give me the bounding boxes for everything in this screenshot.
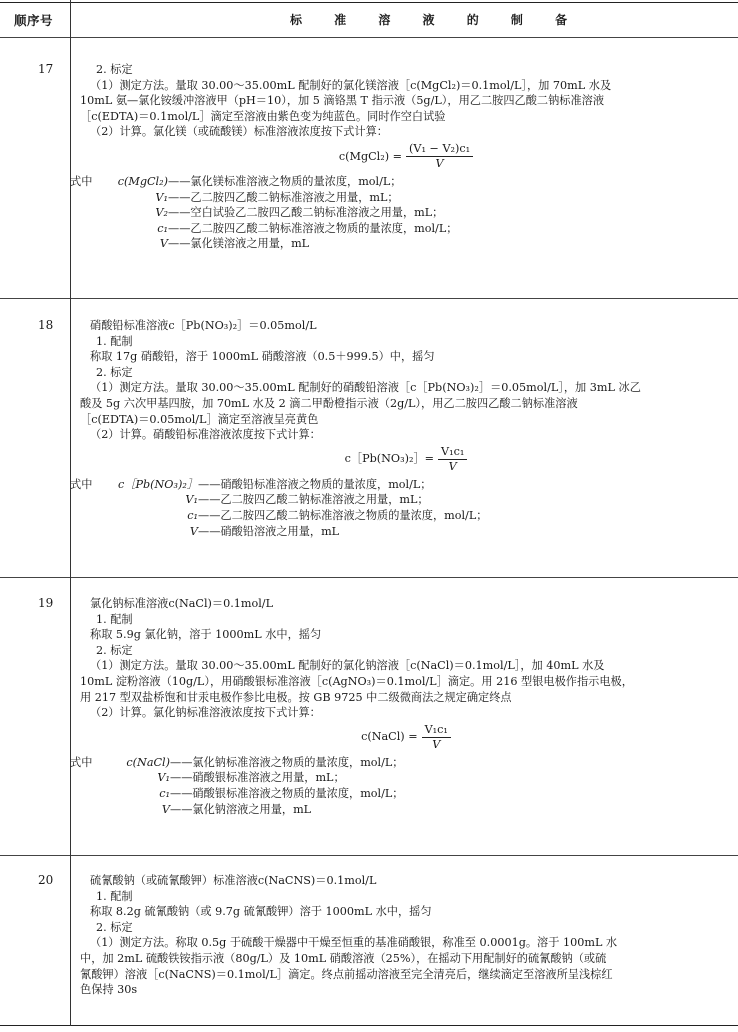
- s20-line: 1. 配制: [96, 889, 133, 903]
- s19-definitions: [70, 755, 732, 817]
- s19-formula-lhs: c(NaCl) =: [361, 730, 418, 744]
- s18-def-text: ——硝酸铅标准溶液之物质的量浓度，mol/L；: [198, 477, 432, 491]
- s18-def-symbol: c₁: [187, 508, 198, 522]
- s17-definitions: [70, 174, 732, 252]
- s18-line: 硝酸铅标准溶液c［Pb(NO₃)₂］＝0.05mol/L: [90, 319, 317, 332]
- s17-formula-lhs: c(MgCl₂) =: [338, 149, 403, 163]
- s17-line: （1）测定方法。量取 30.00～35.00mL 配制好的氯化镁溶液［c(MgCl₂)＝0.1mol/L］，加 70mL 水及: [90, 78, 612, 92]
- s17-formula-denominator: V: [435, 156, 444, 170]
- s18-formula-fraction: [438, 445, 467, 474]
- s18-def-text: ——乙二胺四乙酸二钠标准溶液之物质的量浓度，mol/L；: [198, 508, 488, 522]
- s17-def-text: ——氯化镁溶液之用量，mL: [168, 237, 310, 251]
- row-divider-18-19: [0, 577, 738, 578]
- s18-formula-denominator: V: [448, 459, 457, 473]
- s19-defs-lead: 式中: [70, 755, 93, 769]
- s19-line: （2）计算。氯化钠标准溶液浓度按下式计算：: [90, 706, 321, 720]
- s17-def-symbol: c₁: [157, 221, 168, 235]
- row-number-20: 20: [38, 873, 54, 887]
- s18-def-symbol: V: [189, 524, 198, 538]
- s18-definitions: [70, 477, 732, 539]
- s20-line: 色保持 30s: [80, 983, 138, 997]
- bottom-rule: [0, 1025, 738, 1026]
- s18-line: 1. 配制: [96, 334, 133, 348]
- s20-line: 硫氰酸钠（或硫氰酸钾）标准溶液c(NaCNS)＝0.1mol/L: [90, 874, 377, 887]
- s18-formula: [80, 445, 732, 474]
- row-divider-17-18: [0, 298, 738, 299]
- s19-def-text: ——氯化钠溶液之用量，mL: [170, 802, 312, 816]
- s18-def-text: ——乙二胺四乙酸二钠标准溶液之用量，mL；: [198, 493, 429, 507]
- s17-def-text: ——乙二胺四乙酸二钠标准溶液之物质的量浓度，mol/L；: [168, 221, 458, 235]
- row-number-17: 17: [38, 62, 54, 76]
- header-title: 标 准 溶 液 的 制 备: [290, 13, 574, 27]
- s17-def-text: ——乙二胺四乙酸二钠标准溶液之用量，mL；: [168, 190, 399, 204]
- s17-def-symbol: c(MgCl₂): [117, 174, 168, 188]
- s17-formula-numerator: (V₁ − V₂)c₁: [406, 142, 473, 157]
- s17-line: 2. 标定: [96, 63, 133, 76]
- s17-defs-lead: 式中: [70, 174, 93, 188]
- s18-line: 2. 标定: [96, 365, 133, 379]
- s17-line: ［c(EDTA)＝0.1mol/L］滴定至溶液由紫色变为纯蓝色。同时作空白试验: [80, 109, 446, 123]
- s20-line: 称取 8.2g 硫氰酸钠（或 9.7g 硫氰酸钾）溶于 1000mL 水中，摇匀: [90, 905, 432, 919]
- section-18: [70, 318, 732, 539]
- s18-formula-numerator: V₁c₁: [438, 445, 467, 460]
- s18-line: （1）测定方法。量取 30.00～35.00mL 配制好的硝酸铅溶液［c［Pb(NO₃)₂］＝0.05mol/L］，加 3mL 冰乙: [90, 381, 641, 395]
- s18-defs-lead: 式中: [70, 477, 93, 491]
- s17-def-text: ——氯化镁标准溶液之物质的量浓度，mol/L；: [168, 174, 402, 188]
- s18-def-symbol: V₁: [185, 493, 198, 507]
- s19-formula: [80, 723, 732, 752]
- header-rule: [0, 37, 738, 38]
- row-divider-19-20: [0, 855, 738, 856]
- s19-def-text: ——硝酸银标准溶液之用量，mL；: [170, 771, 345, 785]
- s19-formula-numerator: V₁c₁: [422, 723, 451, 738]
- row-number-18: 18: [38, 318, 54, 332]
- s19-def-symbol: V: [161, 802, 170, 816]
- s20-line: 氰酸钾）溶液［c(NaCNS)＝0.1mol/L］滴定。终点前摇动溶液至完全清亮后，继续滴定至溶液所呈浅棕红: [80, 967, 613, 981]
- s19-formula-denominator: V: [432, 737, 441, 751]
- row-number-19: 19: [38, 596, 54, 610]
- s18-line: ［c(EDTA)＝0.05mol/L］滴定至溶液呈亮黄色: [80, 412, 319, 426]
- s18-line: 称取 17g 硝酸铅，溶于 1000mL 硝酸溶液（0.5＋999.5）中，摇匀: [90, 350, 435, 364]
- s19-line: 氯化钠标准溶液c(NaCl)＝0.1mol/L: [90, 597, 274, 610]
- s17-formula: [80, 142, 732, 171]
- s18-def-symbol: c［Pb(NO₃)₂］: [118, 477, 198, 491]
- s19-def-symbol: c₁: [159, 786, 170, 800]
- s19-formula-fraction: [422, 723, 451, 752]
- header-sequence-number: 顺序号: [14, 13, 54, 28]
- s20-line: 中，加 2mL 硫酸铁铵指示液（80g/L）及 10mL 硝酸溶液（25%），在摇动下用配制好的硫氰酸钠（或硫: [80, 951, 607, 965]
- s17-def-symbol: V: [159, 237, 168, 251]
- s19-line: 2. 标定: [96, 643, 133, 657]
- s19-def-symbol: V₁: [157, 771, 170, 785]
- s17-line: 10mL 氨—氯化铵缓冲溶液甲（pH＝10），加 5 滴铬黑 T 指示液（5g/L），用乙二胺四乙酸二钠标准溶液: [80, 94, 605, 108]
- s18-line: 酸及 5g 六次甲基四胺，加 70mL 水及 2 滴二甲酚橙指示液（2g/L），用乙二胺四乙酸二钠标准溶液: [80, 396, 578, 410]
- s20-line: （1）测定方法。称取 0.5g 于硫酸干燥器中干燥至恒重的基准硝酸银，称准至 0.0001g。溶于 100mL 水: [90, 936, 618, 950]
- section-17: [70, 62, 732, 252]
- s17-def-symbol: V₁: [155, 190, 168, 204]
- s19-line: 用 217 型双盐桥饱和甘汞电极作参比电极。按 GB 9725 中二级微商法之规定确定终点: [80, 690, 512, 704]
- section-19: [70, 596, 732, 817]
- section-20: [80, 873, 732, 998]
- s19-line: 称取 5.9g 氯化钠，溶于 1000mL 水中，摇匀: [90, 628, 322, 642]
- top-rule: [0, 2, 738, 3]
- s18-formula-lhs: c［Pb(NO₃)₂］=: [344, 452, 435, 466]
- s19-def-symbol: c(NaCl): [126, 755, 170, 769]
- s19-def-text: ——氯化钠标准溶液之物质的量浓度，mol/L；: [170, 755, 404, 769]
- s18-line: （2）计算。硝酸铅标准溶液浓度按下式计算：: [90, 428, 321, 442]
- s19-def-text: ——硝酸银标准溶液之物质的量浓度，mol/L；: [170, 786, 404, 800]
- s19-line: （1）测定方法。量取 30.00～35.00mL 配制好的氯化钠溶液［c(NaCl)＝0.1mol/L］，加 40mL 水及: [90, 659, 605, 673]
- s18-def-text: ——硝酸铅溶液之用量，mL: [198, 524, 340, 538]
- s20-line: 2. 标定: [96, 920, 133, 934]
- s19-line: 10mL 淀粉溶液（10g/L），用硝酸银标准溶液［c(AgNO₃)＝0.1mol/L］滴定。用 216 型银电极作指示电极，: [80, 674, 633, 688]
- s17-formula-fraction: [406, 142, 473, 171]
- s17-def-symbol: V₂: [155, 206, 168, 220]
- s19-line: 1. 配制: [96, 612, 133, 626]
- s17-def-text: ——空白试验乙二胺四乙酸二钠标准溶液之用量，mL；: [168, 206, 444, 220]
- s17-line: （2）计算。氯化镁（或硫酸镁）标准溶液浓度按下式计算：: [90, 125, 388, 139]
